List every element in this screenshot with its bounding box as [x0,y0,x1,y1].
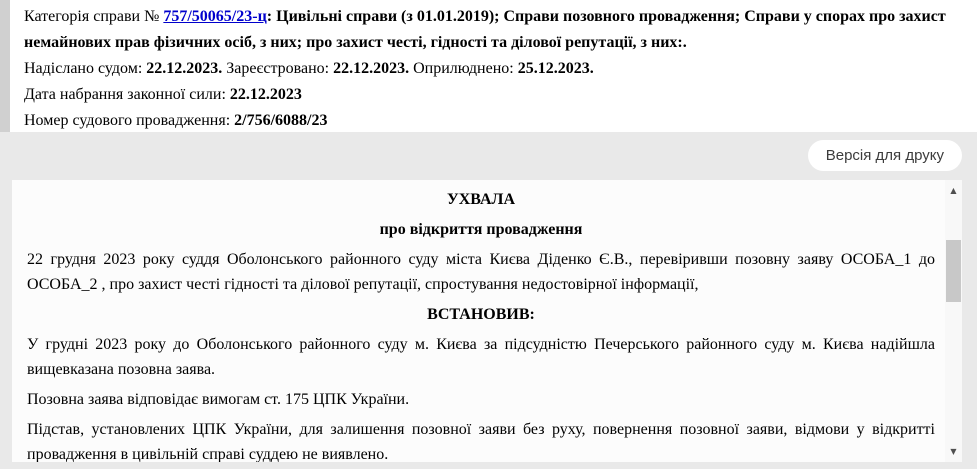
print-version-button[interactable]: Версія для друку [808,140,962,171]
case-number-link[interactable]: 757/50065/23-ц [163,8,267,25]
paragraph-complies: Позовна заява відповідає вимогам ст. 175 ЦПК України. [27,391,410,408]
paragraph-received: У грудні 2023 року до Оболонського районного суду м. Києва за підсудністю Печерського районного суду м. Києва надійшла вищевказана позовна заява. [27,336,935,378]
scroll-down-icon[interactable]: ▼ [950,447,957,456]
registered-label: Зареєстровано: [222,60,334,77]
legal-force-label: Дата набрання законної сили: [24,86,230,103]
legal-force-date: 22.12.2023 [229,86,302,103]
scroll-up-icon[interactable]: ▲ [950,186,957,195]
sent-date: 22.12.2023. [146,60,223,77]
category-value: Цивільні справи (з 01.01.2019); Справи позовного провадження; Справи у спорах про захист немайнових прав фізичних осіб, з них; про захист честі, гідності та ділової репутації, з них:. [24,8,946,51]
document-viewer [12,180,962,462]
paragraph-intro: 22 грудня 2023 року суддя Оболонського районного суду міста Києва Діденко Є.В., перевіривши позовну заяву ОСОБА_1 до ОСОБА_2 , про захист честі гідності та ділової репутації, спростування недостовірної інформації, [27,251,935,293]
legal-force-line [24,82,947,108]
sent-label: Надіслано судом: [24,60,147,77]
left-gutter [0,0,10,132]
published-date: 25.12.2023. [517,60,594,77]
case-dates-line [24,56,947,82]
category-label: Категорія справи № [24,8,164,25]
document-title: УХВАЛА [447,191,515,208]
registered-date: 22.12.2023. [333,60,410,77]
document-scrollbar[interactable] [945,180,962,462]
case-category-line [24,4,947,56]
proceeding-label: Номер судового провадження: [24,112,235,129]
proceeding-number-line [24,108,947,134]
proceeding-number: 2/756/6088/23 [234,112,328,129]
document-content [12,180,945,462]
document-subtitle: про відкриття провадження [379,221,583,238]
case-metadata-panel [10,0,977,132]
category-colon: : [266,8,277,25]
published-label: Оприлюднено: [409,60,518,77]
scrollbar-thumb[interactable] [946,240,961,302]
paragraph-no-grounds: Підстав, установлених ЦПК України, для залишення позовної заяви без руху, повернення позовної заяви, відмови у відкритті провадження в цивільній справі суддею не виявлено. [27,421,935,462]
document-heading-established: ВСТАНОВИВ: [427,306,535,323]
